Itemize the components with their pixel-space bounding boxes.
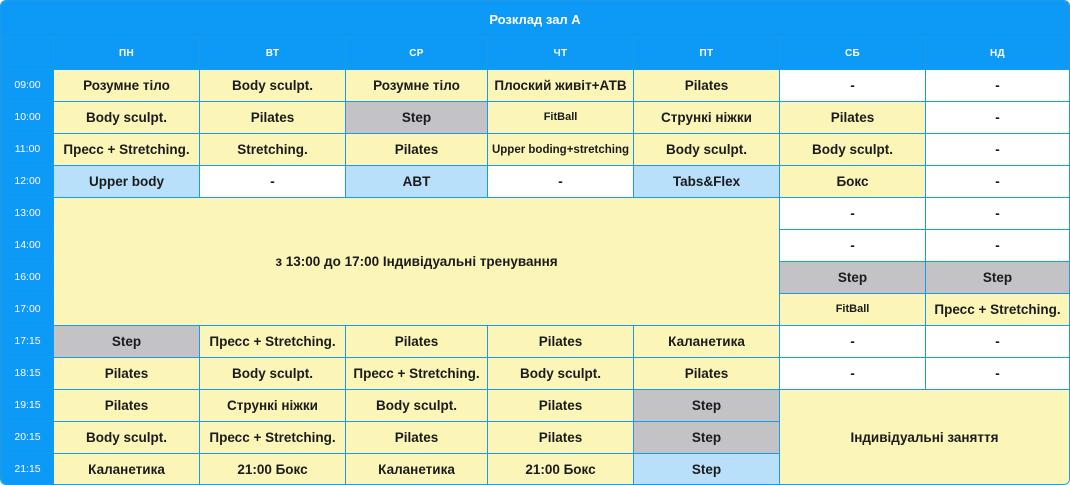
class-cell: Пресс + Stretching.: [346, 358, 488, 390]
class-cell: Tabs&Flex: [634, 166, 780, 198]
days-header-row: [2, 38, 1070, 70]
class-cell: -: [926, 326, 1070, 358]
class-cell: -: [926, 134, 1070, 166]
class-cell: Pilates: [346, 422, 488, 454]
class-cell: Pilates: [780, 102, 926, 134]
class-cell: FitBall: [780, 294, 926, 326]
time-cell: 17:00: [2, 294, 54, 326]
class-cell: Pilates: [488, 390, 634, 422]
time-cell: 13:00: [2, 198, 54, 230]
time-cell: 16:00: [2, 262, 54, 294]
class-cell: Step: [780, 262, 926, 294]
table-row: [2, 326, 1070, 358]
time-cell: 19:15: [2, 390, 54, 422]
class-cell: Step: [926, 262, 1070, 294]
class-cell: Step: [634, 390, 780, 422]
class-cell: -: [780, 326, 926, 358]
class-cell: Body sculpt.: [200, 70, 346, 102]
class-cell: -: [926, 358, 1070, 390]
class-cell: Стрункі ніжки: [634, 102, 780, 134]
class-cell: -: [926, 166, 1070, 198]
class-cell: Пресс + Stretching.: [926, 294, 1070, 326]
class-cell: -: [780, 70, 926, 102]
class-cell: Body sculpt.: [780, 134, 926, 166]
day-header-thu: ЧТ: [488, 38, 634, 70]
time-cell: 18:15: [2, 358, 54, 390]
class-cell: Stretching.: [200, 134, 346, 166]
class-cell: Розумне тіло: [54, 70, 200, 102]
day-header-fri: ПТ: [634, 38, 780, 70]
class-cell: Upper body: [54, 166, 200, 198]
class-cell: -: [926, 70, 1070, 102]
class-cell: Step: [54, 326, 200, 358]
day-header-sun: НД: [926, 38, 1070, 70]
class-cell: Step: [634, 454, 780, 485]
class-cell: -: [780, 230, 926, 262]
day-header-tue: ВТ: [200, 38, 346, 70]
table-row: [2, 102, 1070, 134]
time-cell: 09:00: [2, 70, 54, 102]
day-header-mon: ПН: [54, 38, 200, 70]
class-cell: 21:00 Бокс: [488, 454, 634, 485]
class-cell: Пресс + Stretching.: [54, 134, 200, 166]
class-cell: Body sculpt.: [488, 358, 634, 390]
weekend-individual-block: Індивідуальні заняття: [780, 390, 1070, 485]
time-cell: 21:15: [2, 454, 54, 485]
class-cell: -: [926, 102, 1070, 134]
class-cell: FitBall: [488, 102, 634, 134]
time-cell: 11:00: [2, 134, 54, 166]
class-cell: Бокс: [780, 166, 926, 198]
time-cell: 14:00: [2, 230, 54, 262]
table-row: [2, 134, 1070, 166]
table-row: [2, 390, 1070, 422]
class-cell: Пресс + Stretching.: [200, 326, 346, 358]
class-cell: Каланетика: [54, 454, 200, 485]
table-row: [2, 166, 1070, 198]
corner-cell: [2, 38, 54, 70]
class-cell: Pilates: [54, 358, 200, 390]
day-header-wed: СР: [346, 38, 488, 70]
class-cell: Пресс + Stretching.: [200, 422, 346, 454]
class-cell: Pilates: [346, 134, 488, 166]
class-cell: Каланетика: [346, 454, 488, 485]
time-cell: 17:15: [2, 326, 54, 358]
time-cell: 20:15: [2, 422, 54, 454]
class-cell: Pilates: [634, 358, 780, 390]
table-row: [2, 358, 1070, 390]
class-cell: Step: [634, 422, 780, 454]
schedule-title: Розклад зал А: [1, 1, 1069, 37]
class-cell: Pilates: [200, 102, 346, 134]
class-cell: Body sculpt.: [54, 102, 200, 134]
table-row: [2, 70, 1070, 102]
class-cell: Pilates: [54, 390, 200, 422]
class-cell: Body sculpt.: [634, 134, 780, 166]
class-cell: -: [488, 166, 634, 198]
time-cell: 10:00: [2, 102, 54, 134]
day-header-sat: СБ: [780, 38, 926, 70]
table-row: [2, 198, 1070, 230]
class-cell: -: [926, 230, 1070, 262]
class-cell: Розумне тіло: [346, 70, 488, 102]
class-cell: ABT: [346, 166, 488, 198]
class-cell: Pilates: [488, 422, 634, 454]
weekday-individual-block: з 13:00 до 17:00 Індивідуальні тренування: [54, 198, 780, 326]
class-cell: Pilates: [488, 326, 634, 358]
class-cell: Body sculpt.: [346, 390, 488, 422]
class-cell: Плоский живіт+АТВ: [488, 70, 634, 102]
class-cell: Pilates: [634, 70, 780, 102]
class-cell: Step: [346, 102, 488, 134]
class-cell: -: [780, 358, 926, 390]
class-cell: -: [926, 198, 1070, 230]
schedule-table: [1, 37, 1070, 485]
class-cell: 21:00 Бокс: [200, 454, 346, 485]
class-cell: -: [200, 166, 346, 198]
class-cell: -: [780, 198, 926, 230]
class-cell: Pilates: [346, 326, 488, 358]
class-cell: Стрункі ніжки: [200, 390, 346, 422]
class-cell: Каланетика: [634, 326, 780, 358]
class-cell: Body sculpt.: [54, 422, 200, 454]
time-cell: 12:00: [2, 166, 54, 198]
class-cell: Upper boding+stretching: [488, 134, 634, 166]
class-cell: Body sculpt.: [200, 358, 346, 390]
